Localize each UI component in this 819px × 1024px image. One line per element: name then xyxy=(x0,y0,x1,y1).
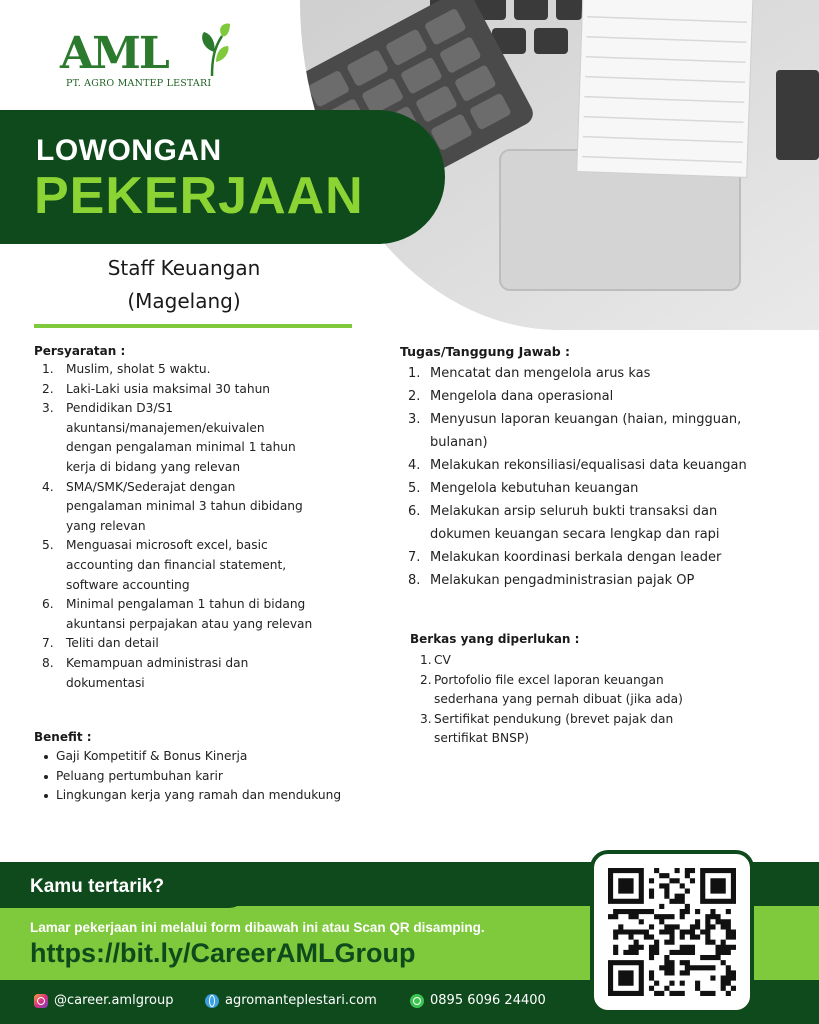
document-item-1: 1. CV xyxy=(420,653,451,667)
duty-item-8: 8. Melakukan pengadministrasian pajak OP xyxy=(408,573,695,588)
benefit-list xyxy=(40,747,400,806)
document-item-3: 3. Sertifikat pendukung (brevet pajak dan sertifikat BNSP) xyxy=(420,711,674,746)
duty-item-7: 7. Melakukan koordinasi berkala dengan leader xyxy=(408,550,722,565)
leaf-icon xyxy=(192,22,232,78)
benefit-item-3: Lingkungan kerja yang ramah dan mendukung xyxy=(40,786,400,806)
duty-item-3: 3. Menyusun laporan keuangan (haian, mingguan, bulanan) xyxy=(408,412,742,450)
duties-heading: Tugas/Tanggung Jawab : xyxy=(400,344,571,359)
instagram-handle: @career.amlgroup xyxy=(54,993,174,1008)
documents-heading: Berkas yang diperlukan : xyxy=(410,632,580,646)
cta-heading: Kamu tertarik? xyxy=(30,876,165,897)
duty-item-1: 1. Mencatat dan mengelola arus kas xyxy=(408,366,651,381)
job-position xyxy=(34,252,334,318)
document-item-2: 2. Portofolio file excel laporan keuangan sederhana yang pernah dibuat (jika ada) xyxy=(420,672,683,707)
job-title: Staff Keuangan xyxy=(107,256,261,280)
requirements-heading: Persyaratan : xyxy=(34,344,126,358)
duties-list xyxy=(408,362,808,592)
benefit-item-1: Gaji Kompetitif & Bonus Kinerja xyxy=(40,747,400,767)
qr-code xyxy=(608,868,736,996)
requirement-item-6: 6. Minimal pengalaman 1 tahun di bidang akuntansi perpajakan atau yang relevan xyxy=(42,597,313,631)
company-logo xyxy=(60,20,240,90)
benefit-heading: Benefit : xyxy=(34,730,92,744)
apply-url-link[interactable]: https://bit.ly/CareerAMLGroup xyxy=(30,938,416,968)
documents-list xyxy=(420,651,760,749)
requirement-item-5: 5. Menguasai microsoft excel, basic accounting dan financial statement, software accounting xyxy=(42,538,287,592)
contact-website[interactable] xyxy=(205,993,377,1008)
requirement-item-4: 4. SMA/SMK/Sederajat dengan pengalaman minimal 3 tahun dibidang yang relevan xyxy=(42,479,303,533)
title-pekerjaan: PEKERJAAN xyxy=(34,167,364,225)
contact-whatsapp[interactable] xyxy=(410,993,546,1008)
apply-instruction: Lamar pekerjaan ini melalui form dibawah ini atau Scan QR disamping. xyxy=(30,920,485,935)
logo-company-name: PT. AGRO MANTEP LESTARI xyxy=(66,78,212,89)
requirement-item-8: 8. Kemampuan administrasi dan dokumentasi xyxy=(42,655,249,690)
benefit-item-2: Peluang pertumbuhan karir xyxy=(40,767,400,787)
requirement-item-2: 2. Laki-Laki usia maksimal 30 tahun xyxy=(42,381,271,396)
website-address: agromanteplestari.com xyxy=(225,993,377,1008)
contact-instagram[interactable] xyxy=(34,993,173,1008)
title-lowongan: LOWONGAN xyxy=(36,134,222,167)
duty-item-5: 5. Mengelola kebutuhan keuangan xyxy=(408,481,639,496)
divider xyxy=(34,324,352,328)
duty-item-2: 2. Mengelola dana operasional xyxy=(408,389,614,404)
qr-code-frame[interactable] xyxy=(590,850,754,1014)
whatsapp-icon xyxy=(410,994,424,1008)
requirement-item-1: 1. Muslim, sholat 5 waktu. xyxy=(42,362,211,376)
duty-item-6: 6. Melakukan arsip seluruh bukti transaksi dan dokumen keuangan secara lengkap dan rapi xyxy=(408,504,720,542)
whatsapp-number: 0895 6096 24400 xyxy=(430,993,546,1008)
duty-item-4: 4. Melakukan rekonsiliasi/equalisasi data keuangan xyxy=(408,458,747,473)
requirement-item-7: 7. Teliti dan detail xyxy=(42,636,159,651)
globe-icon xyxy=(205,994,219,1008)
requirements-list xyxy=(42,360,372,693)
job-location: (Magelang) xyxy=(127,289,241,313)
instagram-icon xyxy=(34,994,48,1008)
requirement-item-3: 3. Pendidikan D3/S1 akuntansi/manajemen/ekuivalen dengan pengalaman minimal 1 tahun kerja di bidang yang relevan xyxy=(42,401,296,474)
logo-letters: AML xyxy=(60,28,168,79)
